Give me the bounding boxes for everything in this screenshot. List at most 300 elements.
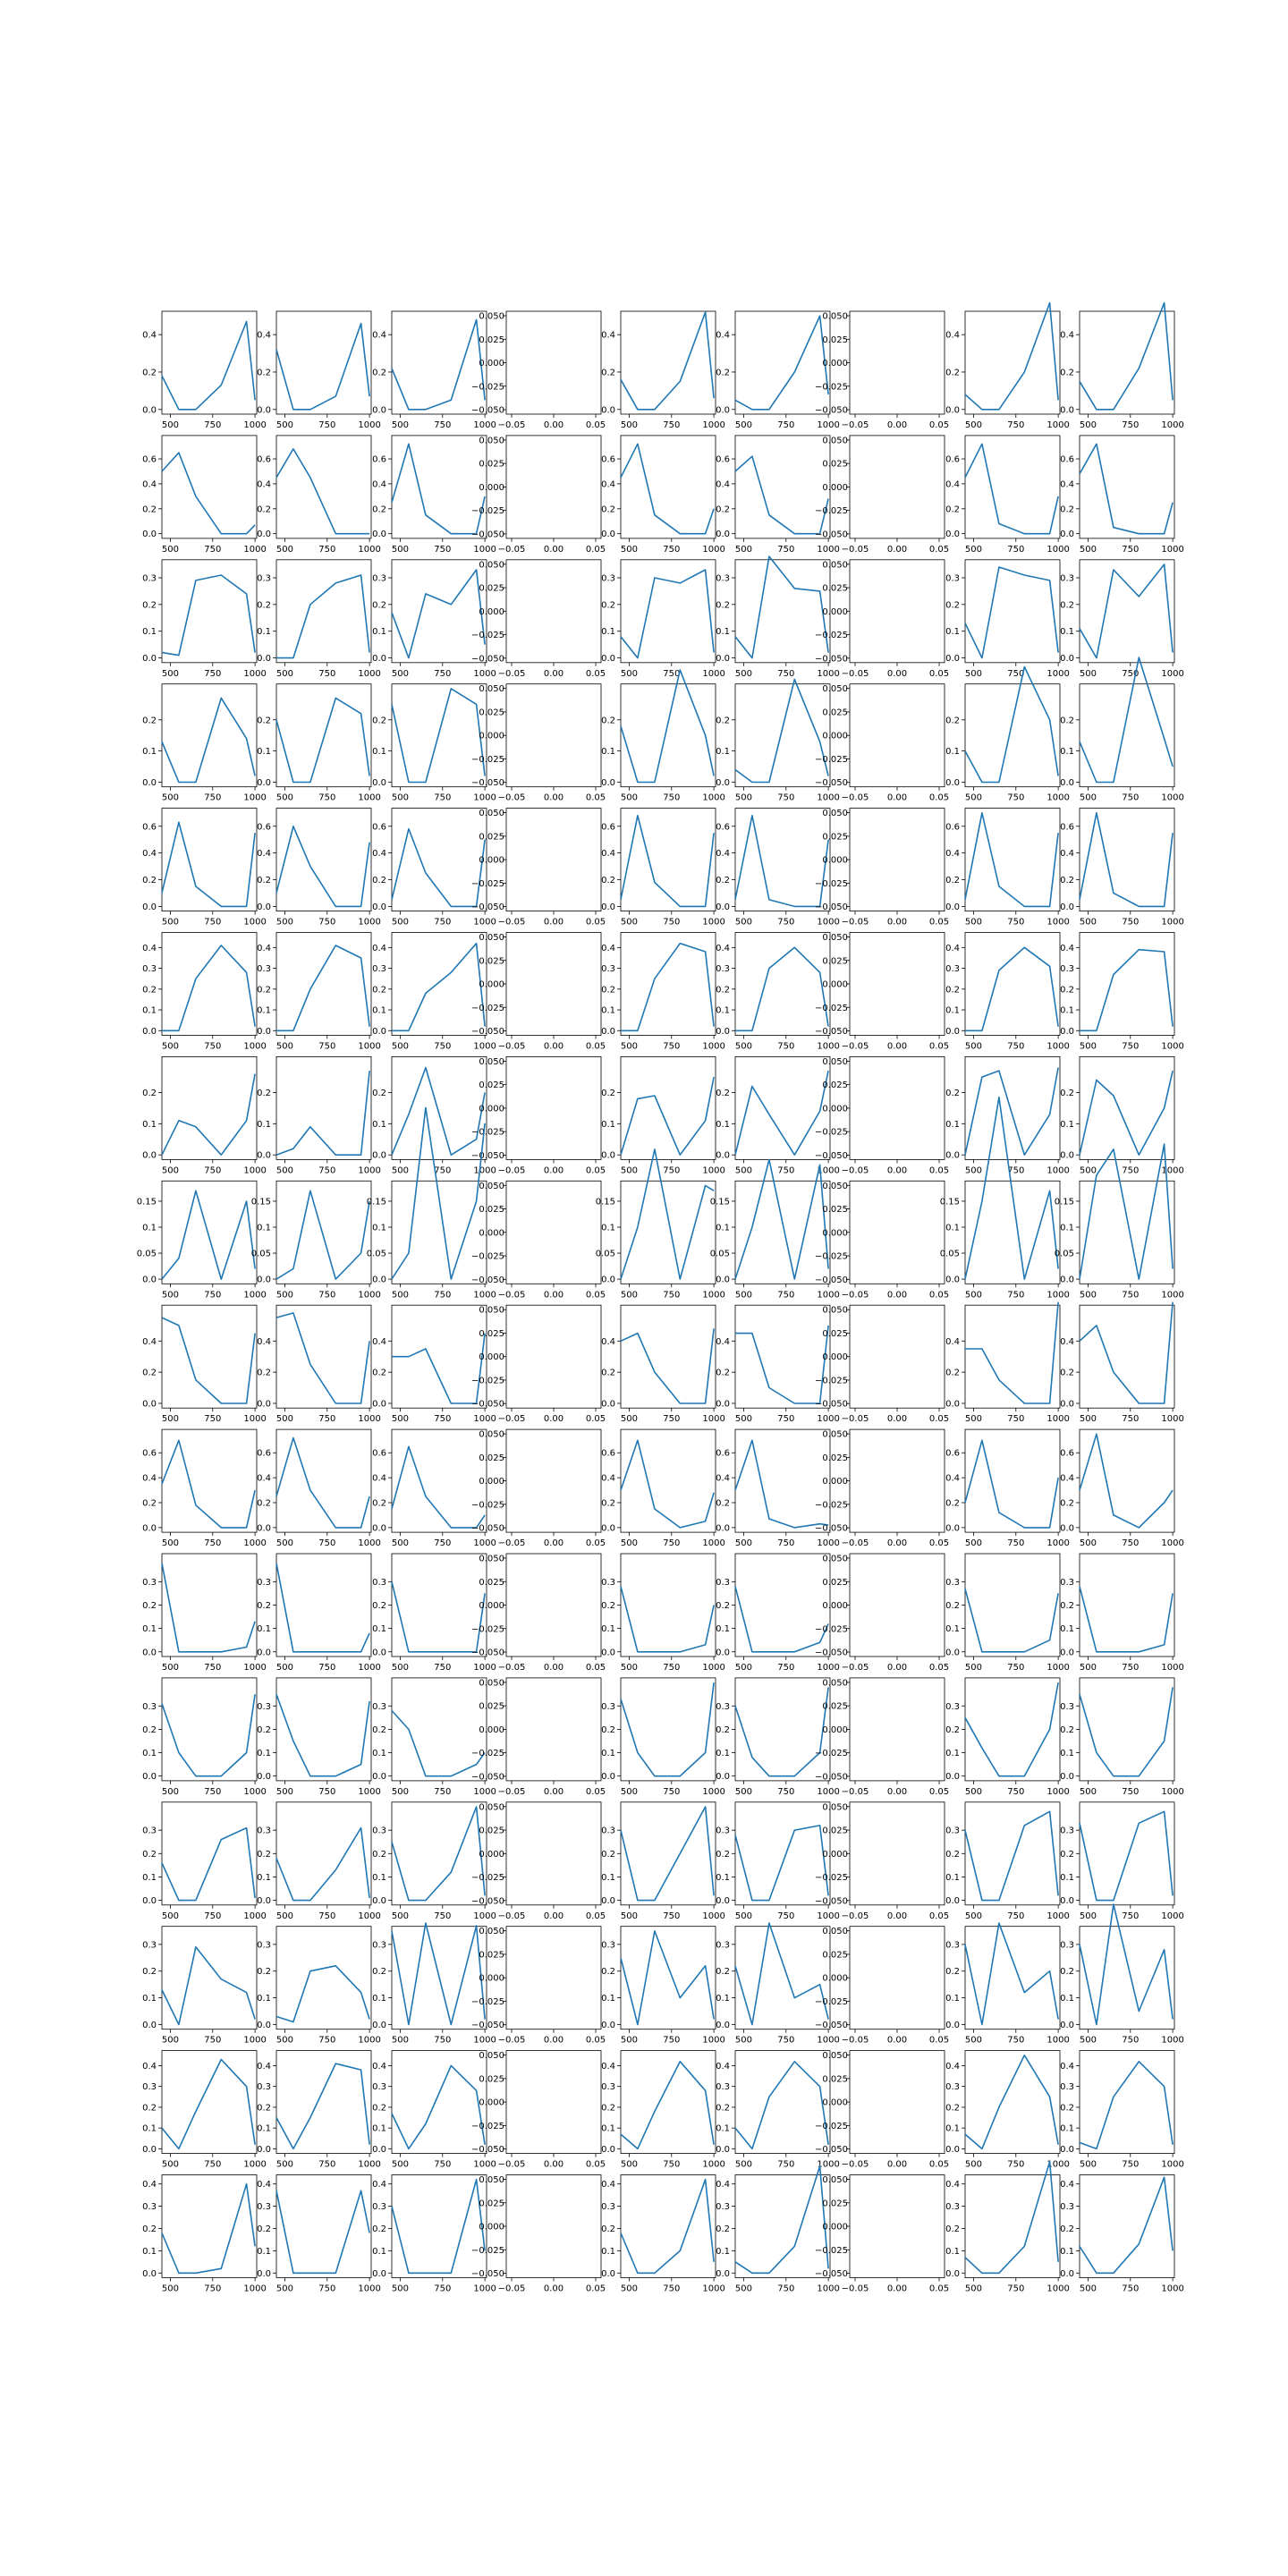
series-line — [965, 813, 1058, 907]
y-tick-label: 0.0 — [257, 1648, 271, 1658]
y-tick-label: −0.050 — [470, 902, 504, 913]
x-tick-label: 750 — [434, 1786, 452, 1797]
y-tick-label: 0.1 — [1060, 2246, 1074, 2257]
series-line — [392, 2180, 485, 2274]
y-tick-label: 0.4 — [372, 2180, 386, 2190]
x-tick-label: 750 — [434, 792, 452, 803]
y-tick-label: 0.4 — [945, 943, 960, 953]
y-tick-label: 0.0 — [257, 530, 271, 540]
x-tick-label: 750 — [777, 1663, 795, 1673]
y-tick-label: −0.025 — [814, 754, 848, 765]
y-tick-label: 0.4 — [716, 2061, 730, 2072]
x-tick-label: 500 — [964, 1414, 983, 1425]
y-tick-label: 0.0 — [372, 777, 386, 788]
panel-r11-c6 — [815, 1678, 949, 1797]
panel-r2-c4 — [601, 560, 725, 679]
panel-r13-c6 — [815, 1927, 949, 2046]
x-tick-label: 1000 — [1046, 420, 1070, 430]
x-tick-label: −0.05 — [497, 1290, 526, 1301]
y-tick-label: 0.0 — [257, 654, 271, 665]
y-tick-label: 0.050 — [479, 436, 504, 446]
y-tick-label: 0.050 — [822, 1802, 848, 1813]
x-tick-label: 750 — [318, 1290, 336, 1301]
x-tick-label: 750 — [1122, 2284, 1140, 2294]
x-tick-label: 0.00 — [543, 420, 564, 430]
y-tick-label: 0.0 — [372, 2144, 386, 2155]
y-tick-label: 0.025 — [479, 832, 504, 843]
panel-frame — [506, 1056, 601, 1159]
x-tick-label: 1000 — [1046, 792, 1070, 803]
y-tick-label: 0.0 — [1060, 1648, 1074, 1658]
series-line — [276, 1563, 369, 1652]
y-tick-label: 0.3 — [945, 573, 960, 584]
panel-frame — [162, 1802, 257, 1905]
series-line — [276, 1071, 369, 1155]
x-tick-label: 500 — [275, 1414, 294, 1425]
series-line — [621, 816, 714, 907]
y-tick-label: 0.000 — [822, 482, 848, 493]
y-tick-label: 0.0 — [716, 1026, 730, 1037]
x-tick-label: 1000 — [817, 1663, 840, 1673]
panel-r6-c6 — [815, 1056, 949, 1175]
panel-frame — [162, 560, 257, 663]
y-tick-label: 0.1 — [142, 1223, 157, 1233]
y-tick-label: 0.1 — [372, 2246, 386, 2257]
x-tick-label: 1000 — [1046, 1786, 1070, 1797]
series-line — [1080, 2177, 1173, 2273]
y-tick-label: 0.3 — [372, 2202, 386, 2213]
x-tick-label: 500 — [391, 1911, 410, 1921]
x-tick-label: 750 — [434, 1663, 452, 1673]
series-line — [621, 312, 714, 410]
panel-r6-c0 — [142, 1056, 267, 1175]
y-tick-label: 0.0 — [945, 1648, 960, 1658]
y-tick-label: −0.050 — [814, 1027, 848, 1037]
y-tick-label: 0.0 — [716, 2144, 730, 2155]
y-tick-label: 0.1 — [257, 1872, 271, 1883]
x-tick-label: 750 — [434, 1911, 452, 1921]
y-tick-label: 0.4 — [1060, 1473, 1074, 1484]
x-tick-label: 750 — [204, 1663, 222, 1673]
y-tick-label: 0.2 — [1060, 985, 1074, 996]
y-tick-label: 0.2 — [716, 1849, 730, 1860]
x-tick-label: 500 — [620, 2035, 639, 2046]
x-tick-label: 1000 — [243, 1414, 267, 1425]
series-line — [1080, 1904, 1173, 2024]
y-tick-label: 0.2 — [257, 1967, 271, 1978]
panel-r10-c8 — [1060, 1554, 1184, 1673]
panel-frame — [506, 1429, 601, 1532]
y-tick-label: 0.0 — [142, 530, 157, 540]
y-tick-label: −0.050 — [814, 1150, 848, 1161]
panel-frame — [1080, 933, 1174, 1036]
panel-r3-c0 — [142, 684, 267, 803]
y-tick-label: 0.3 — [372, 573, 386, 584]
panel-frame — [276, 1802, 371, 1905]
series-line — [621, 1328, 714, 1403]
y-tick-label: 0.1 — [1060, 1624, 1074, 1635]
panel-r14-c7 — [945, 2051, 1070, 2170]
y-tick-label: 0.4 — [142, 2180, 157, 2190]
x-tick-label: 500 — [620, 2284, 639, 2294]
y-tick-label: 0.0 — [945, 2268, 960, 2279]
panel-frame — [621, 1429, 716, 1532]
x-tick-label: 1000 — [358, 1041, 381, 1052]
x-tick-label: 1000 — [817, 917, 840, 928]
x-tick-label: 750 — [318, 1041, 336, 1052]
series-line — [392, 829, 485, 907]
y-tick-label: 0.0 — [372, 654, 386, 665]
y-tick-label: 0.2 — [1060, 1088, 1074, 1098]
x-tick-label: 500 — [620, 1663, 639, 1673]
x-tick-label: 500 — [391, 1041, 410, 1052]
panel-frame — [506, 1181, 601, 1284]
y-tick-label: 0.3 — [716, 573, 730, 584]
y-tick-label: 0.0 — [601, 2268, 615, 2279]
y-tick-label: 0.0 — [372, 2268, 386, 2279]
y-tick-label: 0.2 — [945, 2224, 960, 2234]
y-tick-label: 0.1 — [716, 1994, 730, 2004]
y-tick-label: 0.6 — [142, 822, 157, 833]
panel-frame — [506, 1678, 601, 1781]
y-tick-label: 0.2 — [372, 1724, 386, 1735]
y-tick-label: 0.2 — [372, 2103, 386, 2114]
panel-frame — [1080, 1678, 1174, 1781]
series-line — [162, 1074, 255, 1156]
panel-frame — [965, 560, 1060, 663]
y-tick-label: 0.3 — [372, 1577, 386, 1588]
x-tick-label: 500 — [964, 917, 983, 928]
panel-r14-c6 — [815, 2051, 949, 2170]
x-tick-label: 500 — [275, 668, 294, 679]
series-line — [276, 945, 369, 1030]
y-tick-label: 0.2 — [372, 1601, 386, 1611]
x-tick-label: 500 — [964, 1663, 983, 1673]
y-tick-label: 0.0 — [601, 1150, 615, 1161]
y-tick-label: 0.0 — [716, 530, 730, 540]
y-tick-label: −0.025 — [814, 506, 848, 517]
panel-frame — [621, 1181, 716, 1284]
x-tick-label: 500 — [161, 668, 180, 679]
x-tick-label: 1000 — [702, 1165, 725, 1176]
x-tick-label: 0.00 — [886, 1786, 908, 1797]
panel-frame — [850, 1056, 945, 1159]
panel-r3-c1 — [257, 684, 381, 803]
panel-frame — [735, 809, 830, 911]
x-tick-label: 750 — [204, 1041, 222, 1052]
x-tick-label: 500 — [620, 420, 639, 430]
series-line — [162, 2060, 255, 2149]
panel-r15-c7 — [945, 2159, 1070, 2294]
y-tick-label: 0.2 — [372, 985, 386, 996]
y-tick-label: 0.3 — [142, 964, 157, 975]
x-tick-label: 750 — [1122, 668, 1140, 679]
y-tick-label: −0.025 — [470, 631, 504, 641]
x-tick-label: 500 — [734, 1538, 753, 1549]
x-tick-label: 1000 — [702, 917, 725, 928]
x-tick-label: 0.05 — [585, 1041, 606, 1052]
y-tick-label: 0.1 — [716, 1005, 730, 1016]
y-tick-label: 0.0 — [142, 1275, 157, 1285]
y-tick-label: 0.05 — [136, 1249, 157, 1259]
y-tick-label: 0.0 — [257, 405, 271, 416]
y-tick-label: 0.2 — [142, 504, 157, 515]
x-tick-label: 750 — [1007, 917, 1025, 928]
panel-r3-c3 — [471, 684, 606, 803]
y-tick-label: 0.2 — [142, 1088, 157, 1098]
series-line — [162, 698, 255, 782]
series-line — [392, 1807, 485, 1901]
x-tick-label: −0.05 — [841, 917, 869, 928]
y-tick-label: 0.4 — [372, 1336, 386, 1347]
y-tick-label: 0.3 — [372, 1940, 386, 1951]
y-tick-label: 0.4 — [945, 2061, 960, 2072]
y-tick-label: 0.0 — [716, 1523, 730, 1534]
y-tick-label: 0.1 — [142, 1749, 157, 1759]
y-tick-label: 0.050 — [822, 1678, 848, 1689]
y-tick-label: −0.025 — [470, 2121, 504, 2131]
x-tick-label: −0.05 — [497, 2159, 526, 2170]
panel-r0-c7 — [945, 303, 1070, 430]
series-line — [162, 1694, 255, 1776]
x-tick-label: 500 — [1079, 1663, 1097, 1673]
y-tick-label: 0.2 — [716, 985, 730, 996]
panel-r2-c3 — [471, 560, 606, 679]
y-tick-label: 0.1 — [257, 1994, 271, 2004]
x-tick-label: 500 — [620, 544, 639, 555]
series-line — [965, 1589, 1058, 1652]
x-tick-label: 0.05 — [585, 2159, 606, 2170]
panel-r1-c8 — [1060, 436, 1184, 555]
y-tick-label: 0.000 — [822, 1477, 848, 1487]
x-tick-label: 1000 — [702, 668, 725, 679]
panel-r5-c1 — [257, 933, 381, 1052]
series-line — [276, 698, 369, 782]
x-tick-label: 750 — [204, 544, 222, 555]
y-tick-label: 0.1 — [257, 1749, 271, 1759]
x-tick-label: 500 — [161, 1538, 180, 1549]
y-tick-label: 0.0 — [716, 405, 730, 416]
y-tick-label: 0.1 — [257, 2123, 271, 2134]
y-tick-label: 0.025 — [479, 708, 504, 718]
x-tick-label: 500 — [620, 2159, 639, 2170]
x-tick-label: 0.00 — [543, 1538, 564, 1549]
x-tick-label: 1000 — [1161, 2159, 1184, 2170]
y-tick-label: 0.0 — [945, 405, 960, 416]
panel-r6-c1 — [257, 1056, 381, 1175]
series-line — [965, 303, 1058, 410]
x-tick-label: 500 — [391, 1414, 410, 1425]
y-tick-label: 0.4 — [372, 2061, 386, 2072]
series-line — [392, 1068, 485, 1156]
y-tick-label: 0.1 — [372, 1223, 386, 1233]
y-tick-label: 0.0 — [601, 902, 615, 912]
x-tick-label: 500 — [620, 792, 639, 803]
y-tick-label: 0.025 — [822, 583, 848, 594]
y-tick-label: 0.4 — [1060, 943, 1074, 953]
y-tick-label: 0.15 — [250, 1197, 271, 1208]
x-tick-label: 500 — [734, 2159, 753, 2170]
series-line — [1080, 950, 1173, 1031]
y-tick-label: 0.0 — [372, 1523, 386, 1534]
x-tick-label: 750 — [318, 2035, 336, 2046]
y-tick-label: 0.4 — [601, 2180, 615, 2190]
y-tick-label: 0.050 — [822, 684, 848, 695]
x-tick-label: 1000 — [1161, 1165, 1184, 1176]
x-tick-label: 500 — [1079, 2284, 1097, 2294]
y-tick-label: 0.1 — [945, 1005, 960, 1016]
y-tick-label: 0.0 — [142, 1896, 157, 1907]
x-tick-label: 0.00 — [543, 1786, 564, 1797]
panel-r4-c7 — [945, 809, 1070, 928]
panel-r8-c7 — [945, 1302, 1070, 1425]
panel-frame — [162, 1056, 257, 1159]
x-tick-label: 0.05 — [585, 1663, 606, 1673]
y-tick-label: 0.2 — [1060, 1368, 1074, 1378]
y-tick-label: 0.000 — [479, 1352, 504, 1363]
y-tick-label: −0.025 — [470, 1251, 504, 1262]
x-tick-label: 1000 — [473, 420, 496, 430]
series-line — [735, 456, 828, 534]
y-tick-label: 0.000 — [479, 1973, 504, 1984]
y-tick-label: 0.2 — [601, 1849, 615, 1860]
y-tick-label: 0.4 — [716, 849, 730, 860]
y-tick-label: 0.000 — [479, 1724, 504, 1735]
y-tick-label: 0.2 — [945, 716, 960, 726]
y-tick-label: 0.4 — [601, 479, 615, 490]
y-tick-label: 0.1 — [945, 1994, 960, 2004]
x-tick-label: 500 — [964, 1041, 983, 1052]
x-tick-label: 1000 — [473, 2284, 496, 2294]
x-tick-label: 750 — [1122, 792, 1140, 803]
panel-frame — [965, 2175, 1060, 2278]
x-tick-label: 500 — [964, 668, 983, 679]
x-tick-label: 0.00 — [543, 1663, 564, 1673]
x-tick-label: 1000 — [702, 1663, 725, 1673]
panel-r8-c3 — [471, 1305, 606, 1424]
panel-frame — [392, 311, 487, 414]
x-tick-label: 500 — [620, 1538, 639, 1549]
series-line — [162, 1191, 255, 1279]
y-tick-label: −0.025 — [814, 1251, 848, 1262]
y-tick-label: 0.0 — [601, 405, 615, 416]
y-tick-label: 0.2 — [601, 1368, 615, 1378]
y-tick-label: 0.000 — [822, 1104, 848, 1114]
x-tick-label: 0.00 — [886, 544, 908, 555]
y-tick-label: 0.0 — [372, 1026, 386, 1037]
y-tick-label: 0.2 — [257, 716, 271, 726]
x-tick-label: −0.05 — [841, 1663, 869, 1673]
series-line — [621, 944, 714, 1031]
y-tick-label: −0.050 — [814, 654, 848, 665]
y-tick-label: 0.1 — [716, 1872, 730, 1883]
panel-frame — [506, 436, 601, 538]
x-tick-label: −0.05 — [841, 1911, 869, 1921]
series-line — [276, 324, 369, 410]
y-tick-label: 0.4 — [257, 849, 271, 860]
series-line — [392, 1334, 485, 1403]
y-tick-label: −0.050 — [814, 405, 848, 416]
panel-frame — [506, 1305, 601, 1408]
y-tick-label: 0.0 — [1060, 1399, 1074, 1410]
x-tick-label: 750 — [777, 2035, 795, 2046]
y-tick-label: 0.4 — [716, 1473, 730, 1484]
y-tick-label: −0.025 — [470, 1127, 504, 1138]
series-line — [621, 1931, 714, 2025]
y-tick-label: 0.3 — [945, 964, 960, 975]
y-tick-label: 0.2 — [142, 1368, 157, 1378]
y-tick-label: 0.050 — [822, 436, 848, 446]
y-tick-label: 0.2 — [945, 504, 960, 515]
y-tick-label: 0.000 — [822, 1849, 848, 1860]
x-tick-label: −0.05 — [497, 1911, 526, 1921]
panel-r11-c3 — [471, 1678, 606, 1797]
y-tick-label: 0.050 — [822, 311, 848, 322]
y-tick-label: 0.4 — [1060, 849, 1074, 860]
y-tick-label: 0.050 — [479, 1181, 504, 1191]
panel-frame — [1080, 1305, 1174, 1408]
x-tick-label: 500 — [161, 2035, 180, 2046]
y-tick-label: 0.2 — [372, 2224, 386, 2234]
y-tick-label: 0.0 — [601, 654, 615, 665]
y-tick-label: 0.025 — [479, 1328, 504, 1339]
x-tick-label: 1000 — [817, 1290, 840, 1301]
x-tick-label: 750 — [1122, 917, 1140, 928]
y-tick-label: 0.0 — [716, 2020, 730, 2030]
y-tick-label: 0.1 — [372, 1005, 386, 1016]
y-tick-label: 0.0 — [601, 530, 615, 540]
x-tick-label: 1000 — [1161, 2035, 1184, 2046]
y-tick-label: 0.0 — [372, 1896, 386, 1907]
series-line — [965, 1682, 1058, 1776]
x-tick-label: 1000 — [473, 1165, 496, 1176]
panel-r12-c6 — [815, 1802, 949, 1921]
y-tick-label: 0.025 — [479, 2074, 504, 2085]
panel-r7-c3 — [471, 1181, 606, 1300]
y-tick-label: 0.000 — [479, 1104, 504, 1114]
y-tick-label: 0.0 — [945, 1772, 960, 1783]
x-tick-label: 0.05 — [585, 668, 606, 679]
y-tick-label: −0.050 — [814, 1648, 848, 1658]
y-tick-label: 0.4 — [601, 849, 615, 860]
y-tick-label: 0.0 — [601, 1523, 615, 1534]
x-tick-label: 500 — [1079, 668, 1097, 679]
x-tick-label: 750 — [204, 1290, 222, 1301]
panel-frame — [276, 1056, 371, 1159]
y-tick-label: 0.000 — [479, 606, 504, 617]
y-tick-label: 0.3 — [601, 1940, 615, 1951]
y-tick-label: 0.6 — [257, 454, 271, 465]
series-line — [965, 1068, 1058, 1156]
x-tick-label: 500 — [391, 792, 410, 803]
y-tick-label: 0.1 — [945, 1872, 960, 1883]
series-line — [1080, 813, 1173, 907]
x-tick-label: 750 — [663, 1165, 681, 1176]
series-line — [1080, 303, 1173, 410]
x-tick-label: 500 — [734, 1041, 753, 1052]
y-tick-label: 0.0 — [1060, 1896, 1074, 1907]
y-tick-label: 0.3 — [257, 2082, 271, 2093]
x-tick-label: 1000 — [817, 668, 840, 679]
x-tick-label: 750 — [434, 917, 452, 928]
y-tick-label: 0.1 — [716, 1624, 730, 1635]
panel-r14-c3 — [471, 2051, 606, 2170]
panel-r13-c4 — [601, 1927, 725, 2046]
panel-r13-c1 — [257, 1927, 381, 2046]
y-tick-label: 0.025 — [822, 1701, 848, 1712]
x-tick-label: 1000 — [1046, 544, 1070, 555]
x-tick-label: 500 — [275, 1663, 294, 1673]
